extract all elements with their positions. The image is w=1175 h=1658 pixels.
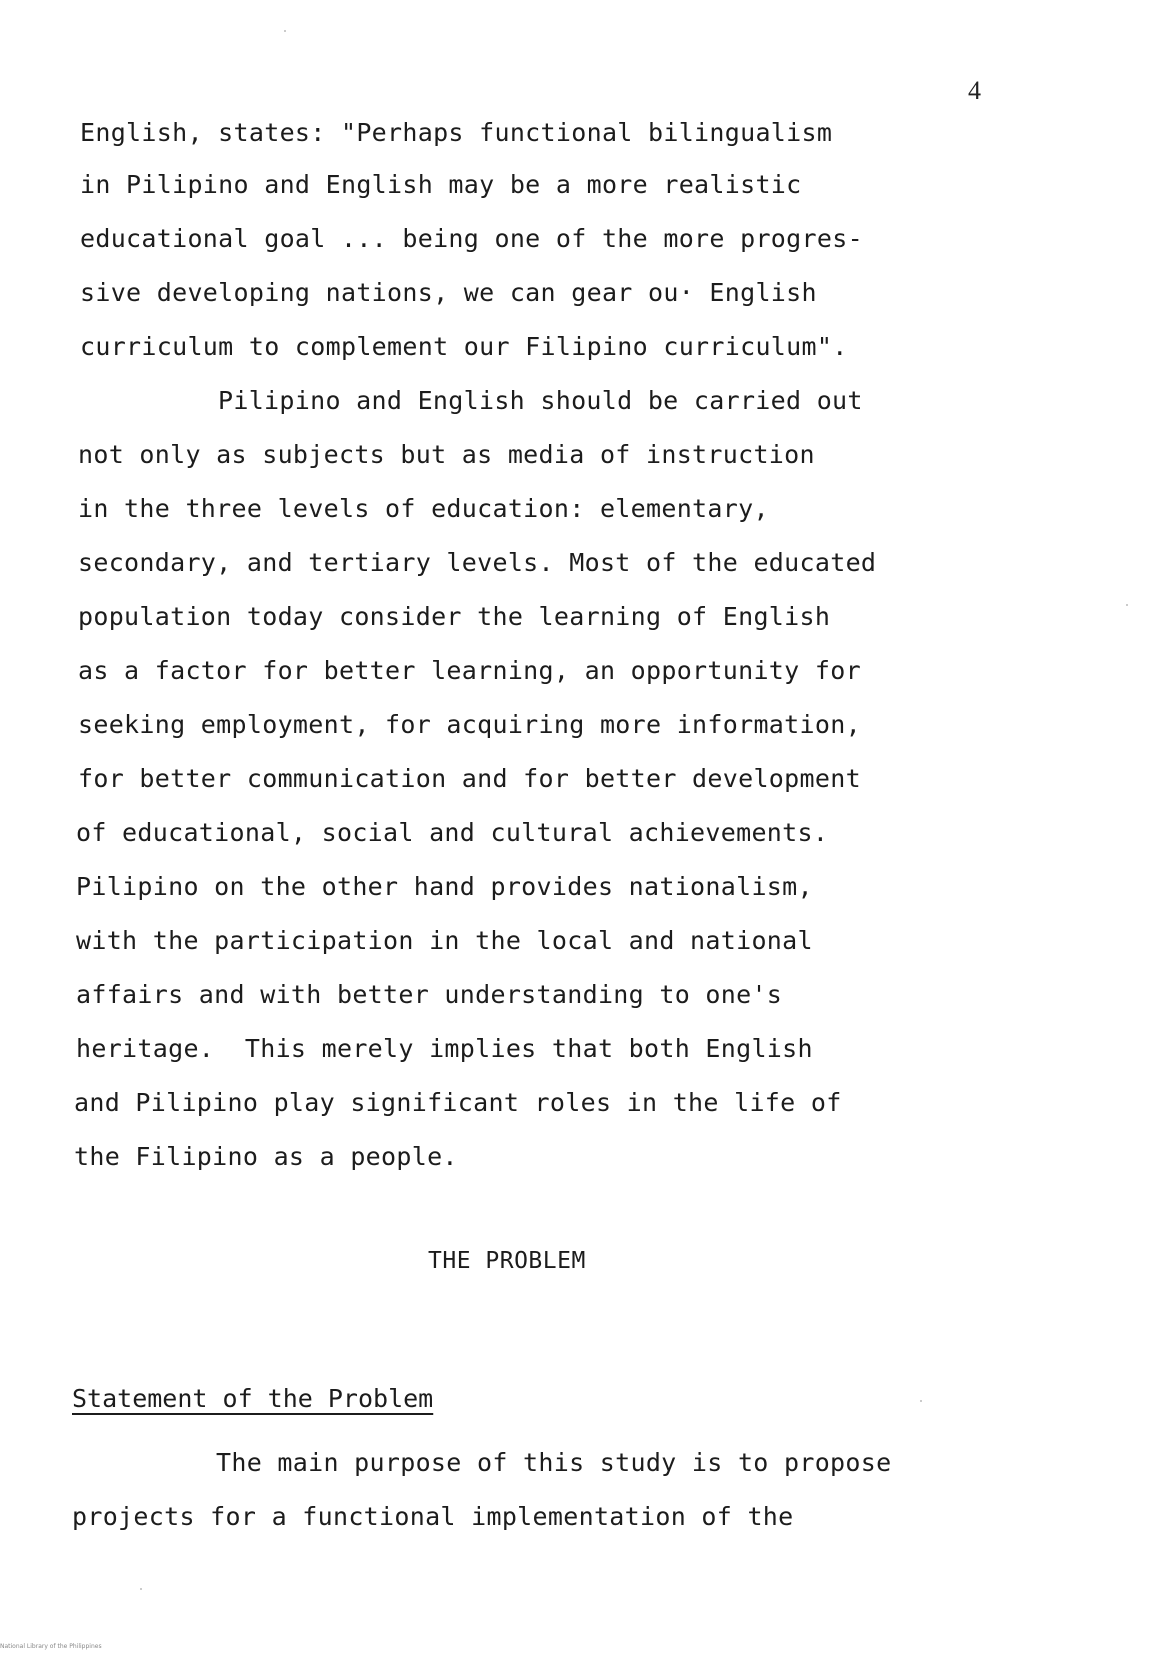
page-number: 4 (968, 76, 981, 105)
scan-speck (284, 30, 286, 32)
paragraph-2-line: affairs and with better understanding to one's (76, 980, 783, 1009)
scan-speck (920, 1400, 922, 1402)
paragraph-1-line: in Pilipino and English may be a more realistic (80, 170, 802, 199)
paragraph-2-line: and Pilipino play significant roles in the life of (74, 1088, 842, 1117)
paragraph-2-line: the Filipino as a people. (74, 1142, 458, 1171)
paragraph-2-line: of educational, social and cultural achievements. (76, 818, 829, 847)
subsection-heading: Statement of the Problem (72, 1384, 434, 1413)
footer-stamp: National Library of the Philippines (0, 1643, 102, 1650)
paragraph-2-line: with the participation in the local and national (76, 926, 813, 955)
paragraph-2-line: Pilipino on the other hand provides nationalism, (76, 872, 813, 901)
paragraph-2-line: as a factor for better learning, an opportunity for (78, 656, 861, 685)
paragraph-1-line: educational goal ... being one of the more progres- (80, 224, 863, 253)
section-heading: THE PROBLEM (428, 1248, 586, 1274)
paragraph-3-line: projects for a functional implementation of the (72, 1502, 794, 1531)
paragraph-2-line: in the three levels of education: elementary, (78, 494, 769, 523)
paragraph-2-line: secondary, and tertiary levels. Most of the educated (78, 548, 877, 577)
paragraph-2-line: not only as subjects but as media of instruction (78, 440, 815, 469)
paragraph-2-line: Pilipino and English should be carried out (218, 386, 863, 415)
paragraph-2-line: heritage. This merely implies that both English (76, 1034, 813, 1063)
paragraph-2-line: for better communication and for better development (78, 764, 861, 793)
scan-speck (140, 1588, 142, 1590)
paragraph-1-line: sive developing nations, we can gear ou· English (80, 278, 817, 307)
paragraph-2-line: seeking employment, for acquiring more information, (78, 710, 861, 739)
scan-speck (1126, 604, 1128, 606)
paragraph-2-line: population today consider the learning of English (78, 602, 831, 631)
paragraph-1-line: English, states: "Perhaps functional bilingualism (80, 118, 833, 147)
paragraph-1-line: curriculum to complement our Filipino curriculum". (80, 332, 848, 361)
paragraph-3-line: The main purpose of this study is to propose (216, 1448, 892, 1477)
